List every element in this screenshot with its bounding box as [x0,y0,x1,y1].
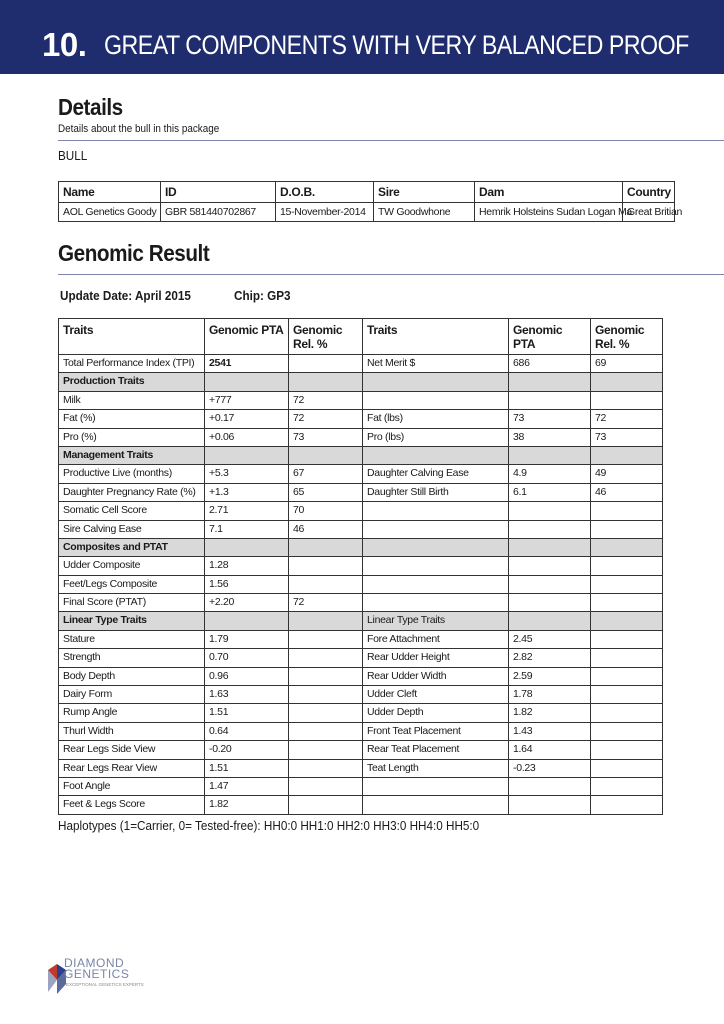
table-cell [509,777,591,795]
logo-wordmark [64,958,129,980]
table-row [59,355,663,373]
table-cell [289,686,363,704]
table-row [59,777,663,795]
table-cell: +1.3 [205,483,289,501]
table-cell [363,594,509,612]
table-cell: Rear Udder Width [363,667,509,685]
table-cell: 2.45 [509,630,591,648]
table-cell: 70 [289,502,363,520]
table-cell [289,759,363,777]
table-cell [289,355,363,373]
table-cell: 46 [289,520,363,538]
table-cell: 65 [289,483,363,501]
table-cell: Management Traits [59,446,205,464]
table-cell: 1.79 [205,630,289,648]
table-cell: Composites and PTAT [59,538,205,556]
table-cell: Rear Legs Side View [59,741,205,759]
table-cell [591,741,663,759]
table-cell [509,796,591,814]
table-cell: 1.43 [509,722,591,740]
logo-tagline: EXCEPTIONAL GENETICS EXPERTS [66,982,144,987]
column-header: D.O.B. [276,182,374,203]
table-cell [289,741,363,759]
table-cell: Daughter Still Birth [363,483,509,501]
table-cell [363,777,509,795]
details-heading: Details [58,94,123,120]
table-cell: 6.1 [509,483,591,501]
table-row [59,667,663,685]
table-cell: 73 [289,428,363,446]
table-row [59,649,663,667]
table-cell: 1.47 [205,777,289,795]
table-cell: 1.51 [205,759,289,777]
table-cell: Fat (lbs) [363,410,509,428]
table-cell [591,796,663,814]
table-cell [509,446,591,464]
table-cell: 7.1 [205,520,289,538]
column-header: Genomic Rel. % [289,319,363,355]
traits-table-header [59,319,663,355]
table-cell [289,796,363,814]
table-cell [289,722,363,740]
chip-type: Chip: GP3 [234,288,291,303]
table-cell: +2.20 [205,594,289,612]
details-divider [58,140,724,141]
table-cell [591,538,663,556]
table-cell [363,373,509,391]
table-cell [205,538,289,556]
table-cell: Rear Teat Placement [363,741,509,759]
table-cell: 1.63 [205,686,289,704]
table-cell: -0.20 [205,741,289,759]
column-header: Genomic PTA [205,319,289,355]
table-cell [591,667,663,685]
column-header: Genomic Rel. % [591,319,663,355]
table-cell: 2.59 [509,667,591,685]
table-cell [591,630,663,648]
update-date: Update Date: April 2015 [60,288,191,303]
section-number: 10. [42,26,87,63]
table-row [59,428,663,446]
table-cell: 0.70 [205,649,289,667]
table-cell [509,557,591,575]
table-cell: Fore Attachment [363,630,509,648]
table-cell [591,759,663,777]
category-row [59,538,663,556]
table-cell: Dairy Form [59,686,205,704]
table-row [59,594,663,612]
genomic-divider [58,274,724,275]
category-row [59,446,663,464]
table-cell [289,704,363,722]
table-cell: Rump Angle [59,704,205,722]
table-cell: Body Depth [59,667,205,685]
table-cell [205,446,289,464]
logo-line-1: DIAMOND [64,956,125,970]
table-cell: 0.96 [205,667,289,685]
table-cell: 1.56 [205,575,289,593]
table-cell [289,649,363,667]
genomic-heading: Genomic Result [58,240,210,266]
table-cell: +5.3 [205,465,289,483]
column-header: Country [623,182,675,203]
table-cell: 72 [591,410,663,428]
table-row [59,410,663,428]
bull-country: Great Britian [623,203,675,222]
table-cell: Somatic Cell Score [59,502,205,520]
table-row [59,502,663,520]
table-cell: 38 [509,428,591,446]
bull-id: GBR 581440702867 [161,203,276,222]
table-cell [289,612,363,630]
column-header: Traits [59,319,205,355]
table-cell [591,446,663,464]
table-cell: Productive Live (months) [59,465,205,483]
haplotypes-note: Haplotypes (1=Carrier, 0= Tested-free): HH0:0 HH1:0 HH2:0 HH3:0 HH4:0 HH5:0 [58,818,480,833]
table-cell: +0.06 [205,428,289,446]
table-cell [289,446,363,464]
table-cell [509,538,591,556]
diamond-genetics-logo [46,958,156,998]
table-cell: 2.71 [205,502,289,520]
table-cell: Front Teat Placement [363,722,509,740]
table-cell: Stature [59,630,205,648]
table-cell [363,502,509,520]
table-row [59,465,663,483]
column-header: ID [161,182,276,203]
table-cell: 1.28 [205,557,289,575]
table-cell: Linear Type Traits [59,612,205,630]
table-cell: Udder Depth [363,704,509,722]
table-cell: 686 [509,355,591,373]
table-cell: 1.82 [509,704,591,722]
table-cell [591,704,663,722]
table-cell: Milk [59,391,205,409]
table-row [59,557,663,575]
table-cell [363,796,509,814]
table-cell: 72 [289,594,363,612]
table-cell [591,575,663,593]
table-cell: Udder Composite [59,557,205,575]
table-row [59,704,663,722]
category-row [59,612,663,630]
bull-dam: Hemrik Holsteins Sudan Logan Ma [475,203,623,222]
table-cell [289,373,363,391]
table-cell [363,538,509,556]
table-cell: Pro (lbs) [363,428,509,446]
column-header: Genomic PTA [509,319,591,355]
table-row [59,722,663,740]
table-cell [509,594,591,612]
table-cell: Strength [59,649,205,667]
table-cell: 2.82 [509,649,591,667]
table-cell: 69 [591,355,663,373]
table-cell [363,391,509,409]
table-cell [591,649,663,667]
table-cell [591,520,663,538]
table-cell [509,391,591,409]
column-header: Sire [374,182,475,203]
table-cell: Fat (%) [59,410,205,428]
table-cell [289,777,363,795]
table-cell: 0.64 [205,722,289,740]
page-title: GREAT COMPONENTS WITH VERY BALANCED PROOF [104,30,689,60]
table-cell [509,612,591,630]
table-cell: +777 [205,391,289,409]
table-cell: Rear Udder Height [363,649,509,667]
table-cell: Foot Angle [59,777,205,795]
table-cell [289,557,363,575]
table-cell [591,557,663,575]
table-cell [363,557,509,575]
table-cell [591,502,663,520]
table-cell: Feet/Legs Composite [59,575,205,593]
column-header: Dam [475,182,623,203]
table-cell: Teat Length [363,759,509,777]
table-row [59,391,663,409]
table-cell: Net Merit $ [363,355,509,373]
table-cell: Thurl Width [59,722,205,740]
bull-table-header [59,182,675,203]
table-cell: 72 [289,410,363,428]
table-cell: 1.78 [509,686,591,704]
table-cell: 2541 [205,355,289,373]
table-cell [363,520,509,538]
table-cell [591,594,663,612]
details-subtitle: Details about the bull in this package [58,123,220,135]
bull-details-table [58,181,683,222]
table-cell: Daughter Calving Ease [363,465,509,483]
table-cell: -0.23 [509,759,591,777]
table-cell: 1.64 [509,741,591,759]
table-cell [289,667,363,685]
bull-sire: TW Goodwhone [374,203,475,222]
table-cell [591,777,663,795]
logo-line-2: GENETICS [64,967,130,981]
table-cell [289,575,363,593]
table-cell: 46 [591,483,663,501]
table-row [59,203,675,222]
table-cell [289,538,363,556]
column-header: Name [59,182,161,203]
genomic-traits-table [58,318,663,815]
table-cell: 1.51 [205,704,289,722]
table-cell [591,391,663,409]
table-row [59,796,663,814]
table-cell: Feet & Legs Score [59,796,205,814]
table-cell: 4.9 [509,465,591,483]
table-cell [591,722,663,740]
table-row [59,759,663,777]
bull-label: BULL [58,148,88,163]
bull-dob: 15-November-2014 [276,203,374,222]
table-cell [509,373,591,391]
table-cell: Linear Type Traits [363,612,509,630]
table-cell: Production Traits [59,373,205,391]
table-row [59,630,663,648]
category-row [59,373,663,391]
table-cell [205,612,289,630]
table-cell: Final Score (PTAT) [59,594,205,612]
table-row [59,686,663,704]
traits-table-body [59,355,663,815]
table-cell: Daughter Pregnancy Rate (%) [59,483,205,501]
table-cell [205,373,289,391]
table-cell [363,575,509,593]
table-cell [509,575,591,593]
table-cell: 73 [591,428,663,446]
table-cell: Pro (%) [59,428,205,446]
table-cell [591,612,663,630]
table-row [59,741,663,759]
table-cell: 1.82 [205,796,289,814]
table-cell [363,446,509,464]
table-cell [509,502,591,520]
table-cell: 49 [591,465,663,483]
table-cell [591,373,663,391]
bull-name: AOL Genetics Goody [59,203,161,222]
column-header: Traits [363,319,509,355]
table-cell: 72 [289,391,363,409]
table-cell: 67 [289,465,363,483]
table-row [59,483,663,501]
table-cell: 73 [509,410,591,428]
table-cell: Rear Legs Rear View [59,759,205,777]
table-cell [591,686,663,704]
table-cell: Total Performance Index (TPI) [59,355,205,373]
table-cell [509,520,591,538]
table-row [59,520,663,538]
table-cell: Sire Calving Ease [59,520,205,538]
table-row [59,575,663,593]
table-cell [289,630,363,648]
table-cell: +0.17 [205,410,289,428]
table-cell: Udder Cleft [363,686,509,704]
